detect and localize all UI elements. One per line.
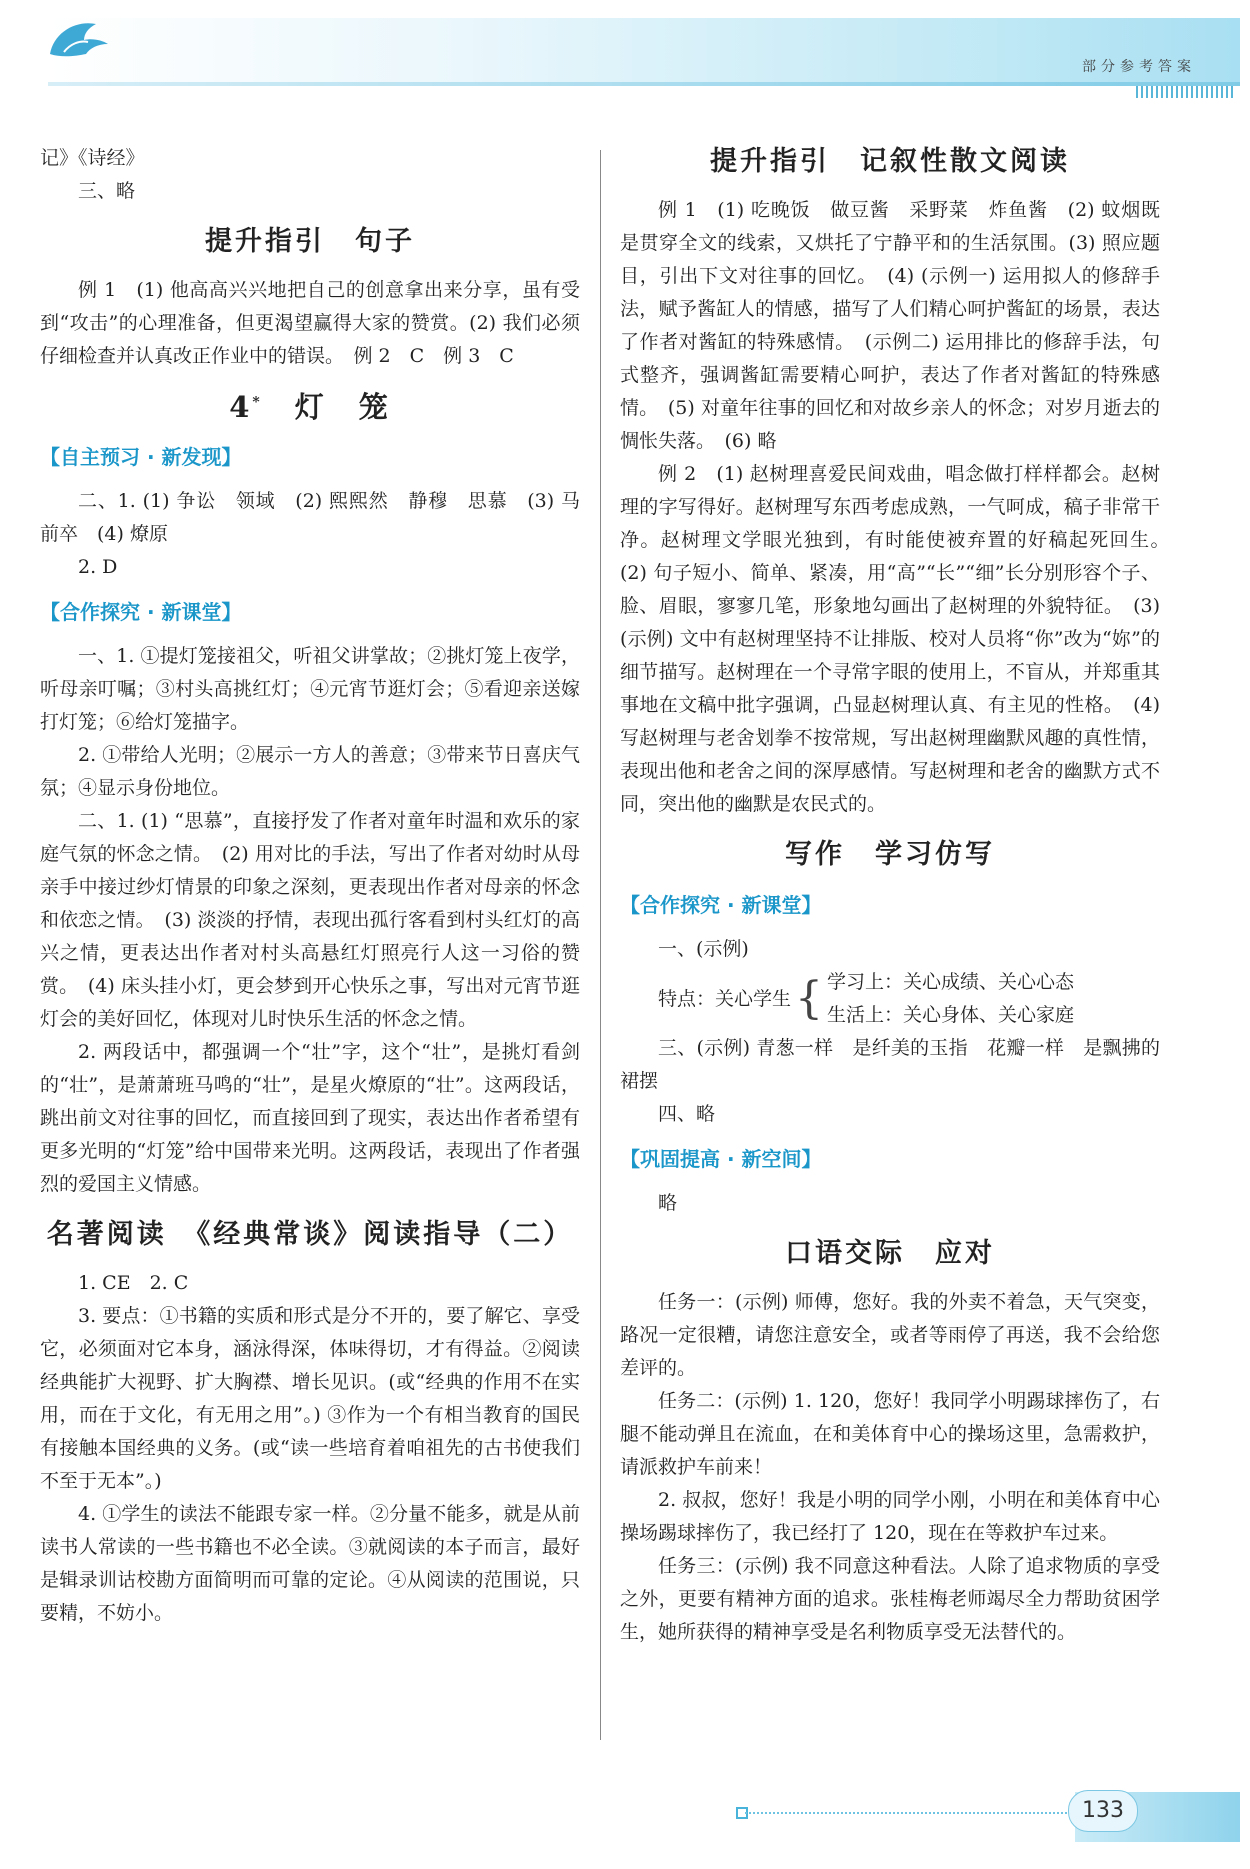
paragraph: 例 1 (1) 他高高兴兴地把自己的创意拿出来分享，虽有受到“攻击”的心理准备，但更渴望赢得大家的赞赏。(2) 我们必须仔细检查并认真改正作业中的错误。 例 2 C 例 3 C — [40, 279, 580, 367]
paragraph: 2. 两段话中，都强调一个“壮”字，这个“壮”，是挑灯看剑的“壮”，是萧萧班马鸣的“壮”，是星火燎原的“壮”。这两段话，跳出前文对往事的回忆，而直接回到了现实，表达出作者希望有更多光明的“灯笼”给中国带来光明。这两段话，表现出了作者强烈的爱国主义情感。 — [40, 1041, 580, 1195]
paragraph: 例 1 (1) 吃晚饭 做豆酱 采野菜 炸鱼酱 (2) 蚊烟既是贯穿全文的线索，又烘托了宁静平和的生活氛围。(3) 照应题目，引出下文对往事的回忆。 (4) (示例一) 运用拟人的修辞手法，赋予酱缸人的情感，描写了人们精心呵护酱缸的场景，表达了作者对酱缸的特殊感情。 (示例二) 运用排比的修辞手法，句式整齐，强调酱缸需要精心呵护，表达了作者对酱缸的特殊感情。 (5) 对童年往事的回忆和对故乡亲人的怀念；对岁月逝去的惆怅失落。 (6) 略 — [620, 199, 1160, 452]
footer-dotted-line — [745, 1812, 1075, 1814]
lesson-title: 灯 笼 — [262, 390, 391, 424]
brace-item: 学习上：关心成绩、关心心态 — [827, 971, 1075, 993]
paragraph: 一、1. ①提灯笼接祖父，听祖父讲掌故；②挑灯笼上夜学，听母亲叮嘱；③村头高挑红灯；④元宵节逛灯会；⑤看迎亲送嫁打灯笼；⑥给灯笼描字。 — [40, 645, 580, 733]
section-tag: 【巩固提高 · 新空间】 — [620, 1147, 822, 1171]
paragraph: 任务二：(示例) 1. 120，您好！我同学小明踢球摔伤了，右腿不能动弹且在流血，在和美体育中心的操场这里，急需救护，请派救护车前来！ — [620, 1390, 1160, 1478]
brace-diagram — [620, 966, 1160, 1032]
page-number: 133 — [1068, 1790, 1138, 1832]
text-line: 记》《诗经》 — [40, 147, 145, 169]
section-tag: 【合作探究 · 新课堂】 — [620, 893, 822, 917]
lesson-number: 4 — [229, 390, 253, 424]
paragraph: 略 — [658, 1192, 678, 1214]
paragraph: 任务三：(示例) 我不同意这种看法。人除了追求物质的享受之外，更要有精神方面的追求。张桂梅老师竭尽全力帮助贫困学生，她所获得的精神享受是名利物质享受无法替代的。 — [620, 1555, 1160, 1643]
header-ticks — [1136, 86, 1236, 98]
brace-icon: { — [795, 973, 824, 1024]
paragraph: 二、1. (1) 争讼 领域 (2) 熙熙然 静穆 思慕 (3) 马前卒 (4) 燎原 — [40, 490, 580, 545]
paragraph: 1. CE 2. C — [78, 1272, 189, 1294]
brace-label: 特点：关心学生 — [658, 987, 792, 1010]
paragraph: 2. ①带给人光明；②展示一方人的善意；③带来节日喜庆气氛；④显示身份地位。 — [40, 744, 580, 799]
section-title — [40, 387, 580, 427]
right-column — [620, 142, 1180, 1649]
section-title: 名著阅读 《经典常谈》阅读指导（二） — [46, 1219, 574, 1250]
text-line: 三、略 — [78, 180, 136, 202]
column-divider — [600, 150, 601, 1740]
paragraph: 例 2 (1) 赵树理喜爱民间戏曲，唱念做打样样都会。赵树理的字写得好。赵树理写东西考虑成熟，一气呵成，稿子非常干净。赵树理文学眼光独到，有时能使被弃置的好稿起死回生。 (2) 句子短小、简单、紧凑，用“高”“长”“细”长分别形容个子、脸、眉眼，寥寥几笔，形象地勾画出了赵树理的外貌特征。 (3) (示例) 文中有赵树理坚持不让排版、校对人员将“你”改为“妳”的细节描写。赵树理在一个寻常字眼的使用上，不盲从，并郑重其事地在文稿中批字强调，凸显赵树理认真、有主见的性格。 (4) 写赵树理与老舍划拳不按常规，写出赵树理幽默风趣的真性情，表现出他和老舍之间的深厚感情。写赵树理和老舍的幽默方式不同，突出他的幽默是农民式的。 — [620, 463, 1180, 815]
paragraph: 四、略 — [658, 1103, 716, 1125]
header-band — [48, 18, 1240, 82]
paragraph: 一、(示例) — [658, 938, 749, 960]
section-title: 口语交际 应对 — [785, 1238, 995, 1269]
section-title: 写作 学习仿写 — [785, 839, 995, 870]
header-line — [48, 82, 1240, 86]
section-tag: 【合作探究 · 新课堂】 — [40, 600, 242, 624]
lesson-star: * — [252, 394, 263, 411]
section-title: 提升指引 记叙性散文阅读 — [710, 146, 1070, 177]
paragraph: 3. 要点：①书籍的实质和形式是分不开的，要了解它、享受它，必须面对它本身，涵泳得深，体味得切，才有得益。②阅读经典能扩大视野、扩大胸襟、增长见识。(或“经典的作用不在实用，而在于文化，有无用之用”。) ③作为一个有相当教育的国民有接触本国经典的义务。(或“读一些培育着咱祖先的古书使我们不至于无本”。) — [40, 1305, 580, 1492]
paragraph: 4. ①学生的读法不能跟专家一样。②分量不能多，就是从前读书人常读的一些书籍也不必全读。③就阅读的本子而言，最好是辑录训诂校勘方面简明而可靠的定论。④从阅读的范围说，只要精，不妨小。 — [40, 1503, 580, 1624]
paragraph: 三、(示例) 青葱一样 是纤美的玉指 花瓣一样 是飘拂的裙摆 — [620, 1037, 1160, 1092]
brace-item: 生活上：关心身体、关心家庭 — [827, 1004, 1075, 1026]
section-title: 提升指引 句子 — [205, 226, 415, 257]
paragraph: 2. 叔叔，您好！我是小明的同学小刚，小明在和美体育中心操场踢球摔伤了，我已经打了 120，现在在等救护车过来。 — [620, 1489, 1160, 1544]
paragraph: 二、1. (1) “思慕”，直接抒发了作者对童年时温和欢乐的家庭气氛的怀念之情。 (2) 用对比的手法，写出了作者对幼时从母亲手中接过纱灯情景的印象之深刻，更表现出作者对母亲的怀念和依恋之情。 (3) 淡淡的抒情，表现出孤行客看到村头红灯的高兴之情，更表达出作者对村头高悬红灯照亮行人这一习俗的赞赏。 (4) 床头挂小灯，更会梦到开心快乐之事，写出对元宵节逛灯会的美好回忆，体现对儿时快乐生活的怀念之情。 — [40, 810, 580, 1030]
left-column — [40, 142, 580, 1630]
brace-items — [827, 966, 1074, 1032]
paragraph: 2. D — [78, 556, 118, 578]
section-tag: 【自主预习 · 新发现】 — [40, 445, 242, 469]
paragraph: 任务一：(示例) 师傅，您好。我的外卖不着急，天气突变，路况一定很糟，请您注意安全，或者等雨停了再送，我不会给您差评的。 — [620, 1291, 1160, 1379]
page-header — [0, 0, 1250, 100]
header-label: 部分参考答案 — [1082, 59, 1196, 75]
dolphin-logo-icon — [44, 14, 114, 68]
